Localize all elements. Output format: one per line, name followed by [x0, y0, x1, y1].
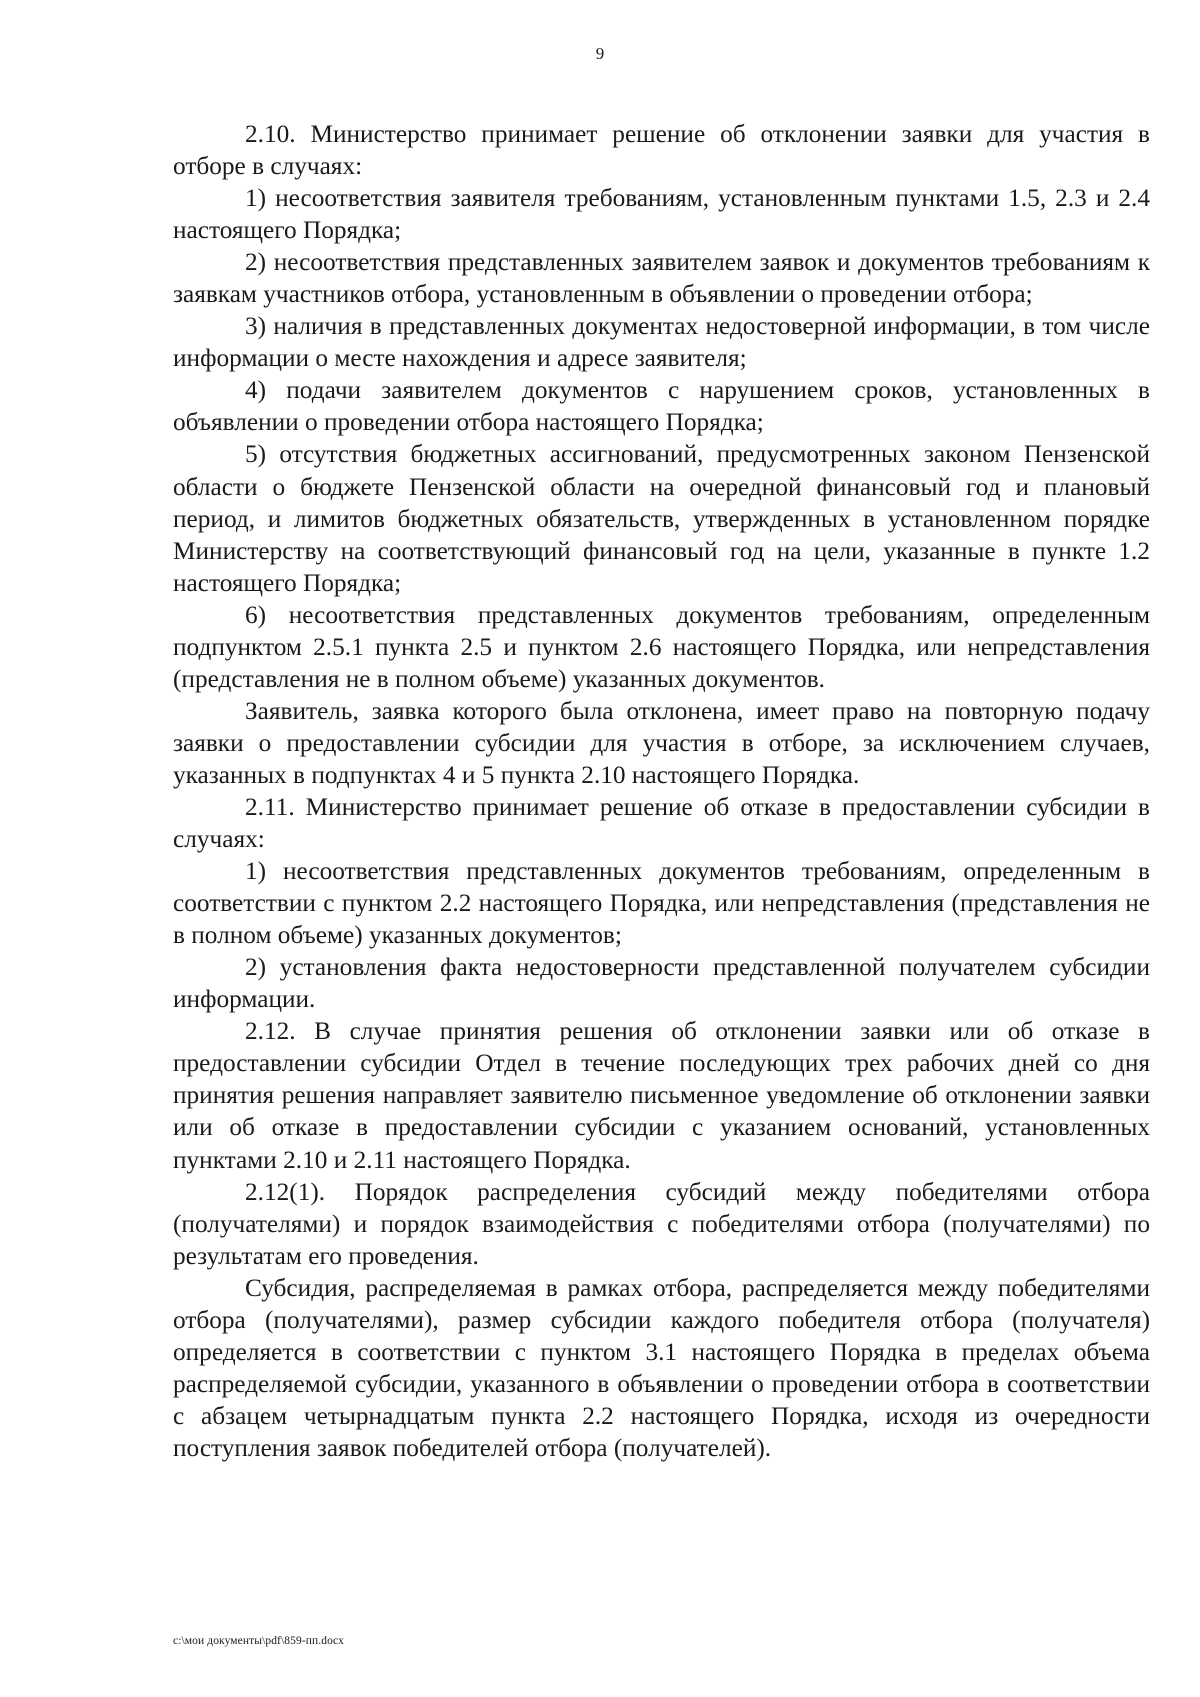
paragraph-2-11-item-1: 1) несоответствия представленных документов требованиям, определенным в соответствии с пунктом 2.2 настоящего Порядка, или непредставления (представления не в полном объеме) указанных документов;	[173, 857, 1150, 950]
paragraph-2-10-item-5: 5) отсутствия бюджетных ассигнований, предусмотренных законом Пензенской области о бюджете Пензенской области на очередной финансовый год и плановый период, и лимитов бюджетных обязательств, утвержденных в установленном порядке Министерству на соответствующий финансовый год на цели, указанные в пункте 1.2 настоящего Порядка;	[173, 440, 1150, 597]
paragraph-reapplication: Заявитель, заявка которого была отклонена, имеет право на повторную подачу заявки о предоставлении субсидии для участия в отборе, за исключением случаев, указанных в подпунктах 4 и 5 пункта 2.10 настоящего Порядка.	[173, 696, 1150, 789]
paragraph-2-10: 2.10. Министерство принимает решение об отклонении заявки для участия в отборе в случаях:	[173, 120, 1150, 181]
paragraph-2-11-item-2: 2) установления факта недостоверности представленной получателем субсидии информации.	[173, 953, 1150, 1014]
page-number: 9	[595, 44, 605, 63]
paragraph-2-10-item-4: 4) подачи заявителем документов с нарушением сроков, установленных в объявлении о проведении отбора настоящего Порядка;	[173, 376, 1150, 437]
paragraph-2-10-item-6: 6) несоответствия представленных документов требованиям, определенным подпунктом 2.5.1 пункта 2.5 и пунктом 2.6 настоящего Порядка, или непредставления (представления не в полном объеме) указанных документов.	[173, 600, 1150, 693]
document-body	[173, 118, 1150, 1464]
paragraph-2-10-item-1: 1) несоответствия заявителя требованиям, установленным пунктами 1.5, 2.3 и 2.4 настоящего Порядка;	[173, 184, 1150, 245]
paragraph-subsidy-distribution: Субсидия, распределяемая в рамках отбора, распределяется между победителями отбора (получателями), размер субсидии каждого победителя отбора (получателя) определяется в соответствии с пунктом 3.1 настоящего Порядка в пределах объема распределяемой субсидии, указанного в объявлении о проведении отбора в соответствии с абзацем четырнадцатым пункта 2.2 настоящего Порядка, исходя из очередности поступления заявок победителей отбора (получателей).	[173, 1273, 1150, 1462]
paragraph-2-10-item-2: 2) несоответствия представленных заявителем заявок и документов требованиям к заявкам участников отбора, установленным в объявлении о проведении отбора;	[173, 248, 1150, 309]
paragraph-2-12-1: 2.12(1). Порядок распределения субсидий между победителями отбора (получателями) и порядок взаимодействия с победителями отбора (получателями) по результатам его проведения.	[173, 1177, 1150, 1270]
paragraph-2-10-item-3: 3) наличия в представленных документах недостоверной информации, в том числе информации о месте нахождения и адресе заявителя;	[173, 312, 1150, 373]
paragraph-2-11: 2.11. Министерство принимает решение об отказе в предоставлении субсидии в случаях:	[173, 792, 1150, 854]
footer-file-path: c:\мои документы\pdf\859-пп.docx	[173, 1635, 344, 1647]
paragraph-2-12: 2.12. В случае принятия решения об отклонении заявки или об отказе в предоставлении субсидии Отдел в течение последующих трех рабочих дней со дня принятия решения направляет заявителю письменное уведомление об отклонении заявки или об отказе в предоставлении субсидии с указанием оснований, установленных пунктами 2.10 и 2.11 настоящего Порядка.	[173, 1017, 1150, 1174]
